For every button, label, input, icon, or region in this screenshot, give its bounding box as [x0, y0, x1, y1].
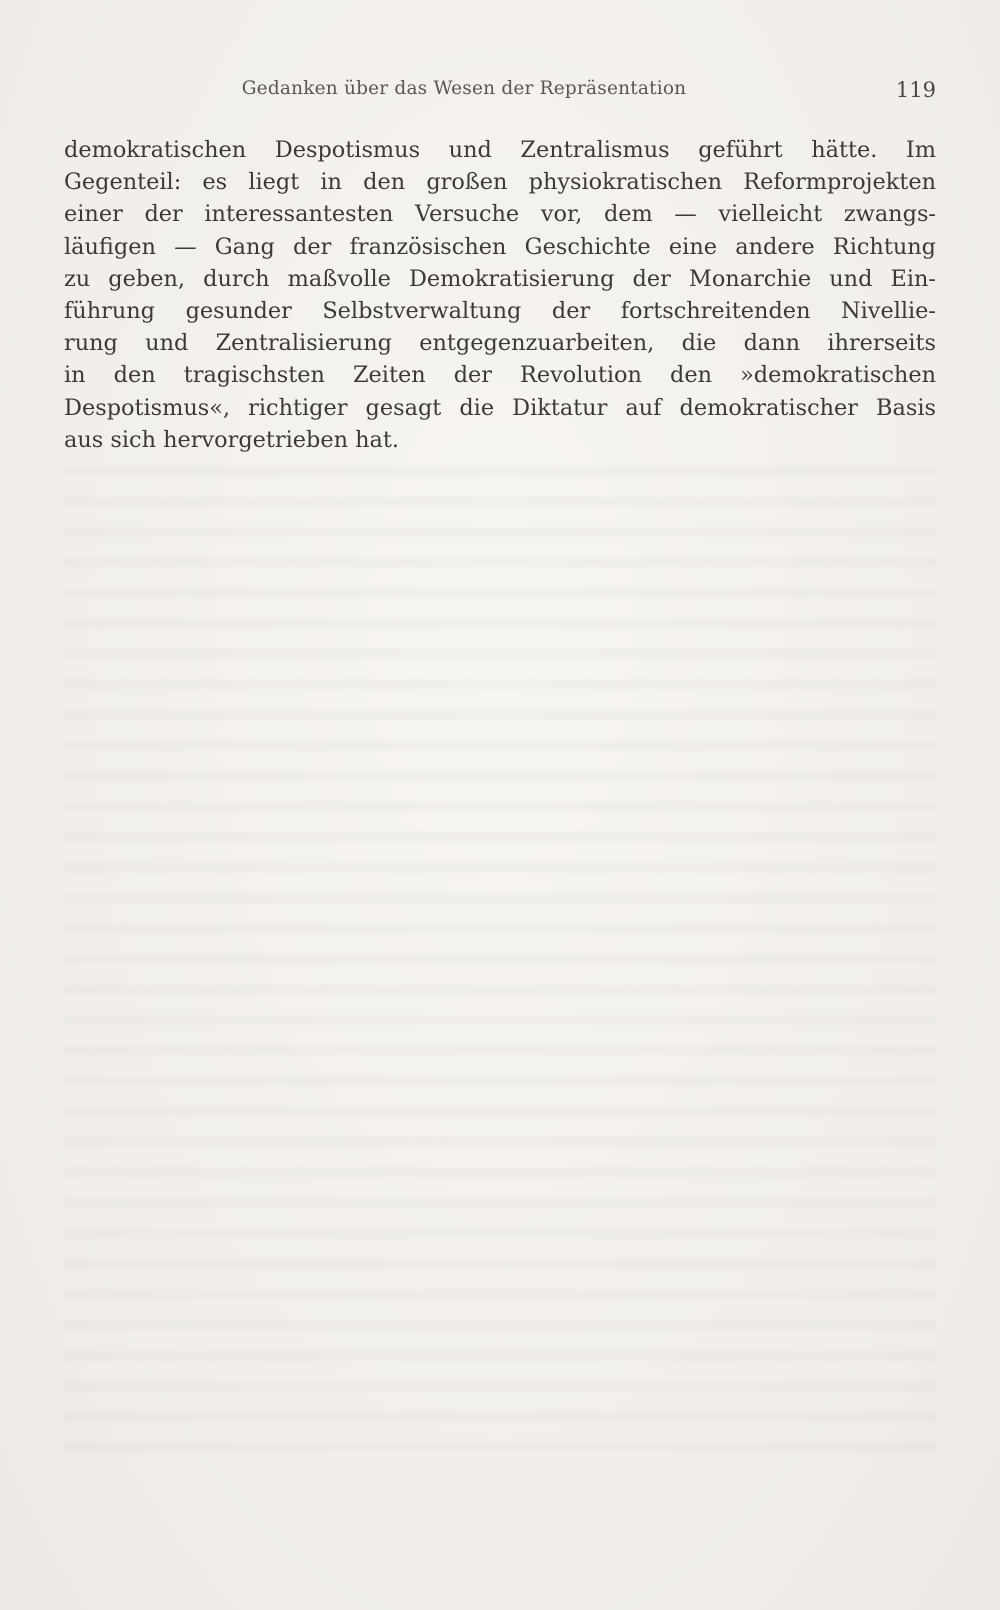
text-line: zu geben, durch maßvolle Demokratisierung der Monarchie und Ein-: [64, 265, 936, 292]
text-line: Gegenteil: es liegt in den großen physiokratischen Reformprojekten: [64, 169, 936, 196]
text-line: läufigen — Gang der französischen Geschichte eine andere Richtung: [64, 233, 936, 260]
running-title: Gedanken über das Wesen der Repräsentation: [241, 78, 687, 99]
show-through-texture: [64, 455, 936, 1455]
text-line: aus sich hervorgetrieben hat.: [64, 426, 400, 453]
text-line: führung gesunder Selbstverwaltung der fortschreitenden Nivellie-: [64, 297, 936, 324]
paragraph: [64, 134, 936, 456]
text-line: demokratischen Despotismus und Zentralismus geführt hätte. Im: [64, 137, 936, 163]
text-line: einer der interessantesten Versuche vor, dem — vielleicht zwangs-: [64, 201, 936, 228]
text-line: Despotismus«, richtiger gesagt die Diktatur auf demokratischer Basis: [64, 394, 936, 421]
text-line: in den tragischsten Zeiten der Revolution den »demokratischen: [64, 362, 936, 389]
page-number: 119: [895, 78, 936, 102]
text-line: rung und Zentralisierung entgegenzuarbeiten, die dann ihrerseits: [64, 330, 936, 357]
running-head: [64, 78, 936, 106]
